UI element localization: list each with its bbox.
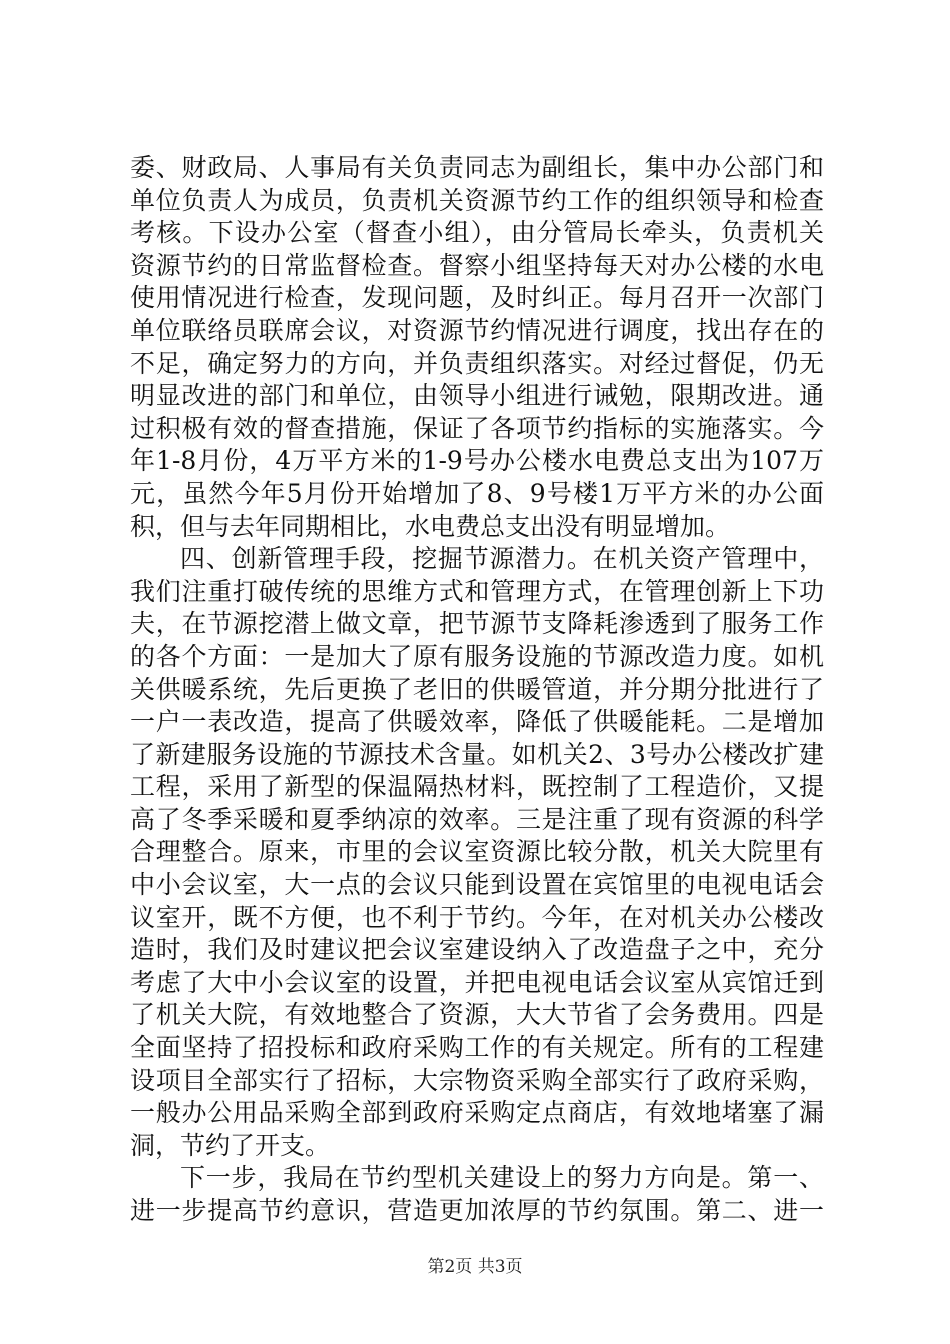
text-line: 一般办公用品采购全部到政府采购定点商店，有效地堵塞了漏: [130, 1098, 824, 1128]
text-line: 明显改进的部门和单位，由领导小组进行诫勉，限期改进。通: [130, 381, 824, 411]
text-line: 使用情况进行检查，发现问题，及时纠正。每月召开一次部门: [130, 283, 824, 313]
text-line: 资源节约的日常监督检查。督察小组坚持每天对办公楼的水电: [130, 250, 824, 280]
text-line: 关供暖系统，先后更换了老旧的供暖管道，并分期分批进行了: [130, 674, 824, 704]
paragraph-start-line: 四、创新管理手段，挖掘节源潜力。在机关资产管理中，: [180, 544, 824, 574]
text-line: 高了冬季采暖和夏季纳凉的效率。三是注重了现有资源的科学: [130, 804, 824, 834]
page-number-footer: 第2页 共3页: [427, 1257, 523, 1277]
text-line: 了新建服务设施的节源技术含量。如机关2、3号办公楼改扩建: [130, 739, 824, 769]
text-line: 年1-8月份，4万平方米的1-9号办公楼水电费总支出为107万: [130, 446, 824, 476]
text-line: 元，虽然今年5月份开始增加了8、9号楼1万平方米的办公面: [130, 478, 824, 508]
text-line: 的各个方面：一是加大了原有服务设施的节源改造力度。如机: [130, 641, 824, 671]
paragraph-start-line: 下一步，我局在节约型机关建设上的努力方向是。第一、: [180, 1163, 824, 1193]
text-line: 考核。下设办公室（督查小组），由分管局长牵头，负责机关: [130, 218, 824, 248]
text-line: 议室开，既不方便，也不利于节约。今年，在对机关办公楼改: [130, 902, 824, 932]
text-line: 全面坚持了招投标和政府采购工作的有关规定。所有的工程建: [130, 1033, 824, 1063]
text-line: 单位负责人为成员，负责机关资源节约工作的组织领导和检查: [130, 185, 824, 215]
text-line: 了机关大院，有效地整合了资源，大大节省了会务费用。四是: [130, 1000, 824, 1030]
text-line: 不足，确定努力的方向，并负责组织落实。对经过督促，仍无: [130, 348, 824, 378]
text-line: 我们注重打破传统的思维方式和管理方式，在管理创新上下功: [130, 576, 824, 606]
text-line: 中小会议室，大一点的会议只能到设置在宾馆里的电视电话会: [130, 870, 824, 900]
text-line: 一户一表改造，提高了供暖效率，降低了供暖能耗。二是增加: [130, 707, 824, 737]
text-line: 进一步提高节约意识，营造更加浓厚的节约氛围。第二、进一: [130, 1196, 824, 1225]
paragraph-end-line: 积，但与去年同期相比，水电费总支出没有明显增加。: [130, 511, 731, 541]
text-line: 考虑了大中小会议室的设置，并把电视电话会议室从宾馆迁到: [130, 967, 824, 997]
text-line: 造时，我们及时建议把会议室建设纳入了改造盘子之中，充分: [130, 935, 824, 965]
text-line: 单位联络员联席会议，对资源节约情况进行调度，找出存在的: [130, 315, 824, 345]
text-line: 设项目全部实行了招标，大宗物资采购全部实行了政府采购，: [130, 1065, 824, 1095]
text-line: 合理整合。原来，市里的会议室资源比较分散，机关大院里有: [130, 837, 824, 867]
text-line: 过积极有效的督查措施，保证了各项节约指标的实施落实。今: [130, 413, 824, 443]
paragraph-end-line: 洞，节约了开支。: [130, 1130, 331, 1160]
text-line: 委、财政局、人事局有关负责同志为副组长，集中办公部门和: [130, 153, 824, 182]
document-body: [130, 152, 824, 1228]
text-line: 工程，采用了新型的保温隔热材料，既控制了工程造价，又提: [130, 772, 824, 802]
text-line: 夫，在节源挖潜上做文章，把节源节支降耗渗透到了服务工作: [130, 609, 824, 639]
